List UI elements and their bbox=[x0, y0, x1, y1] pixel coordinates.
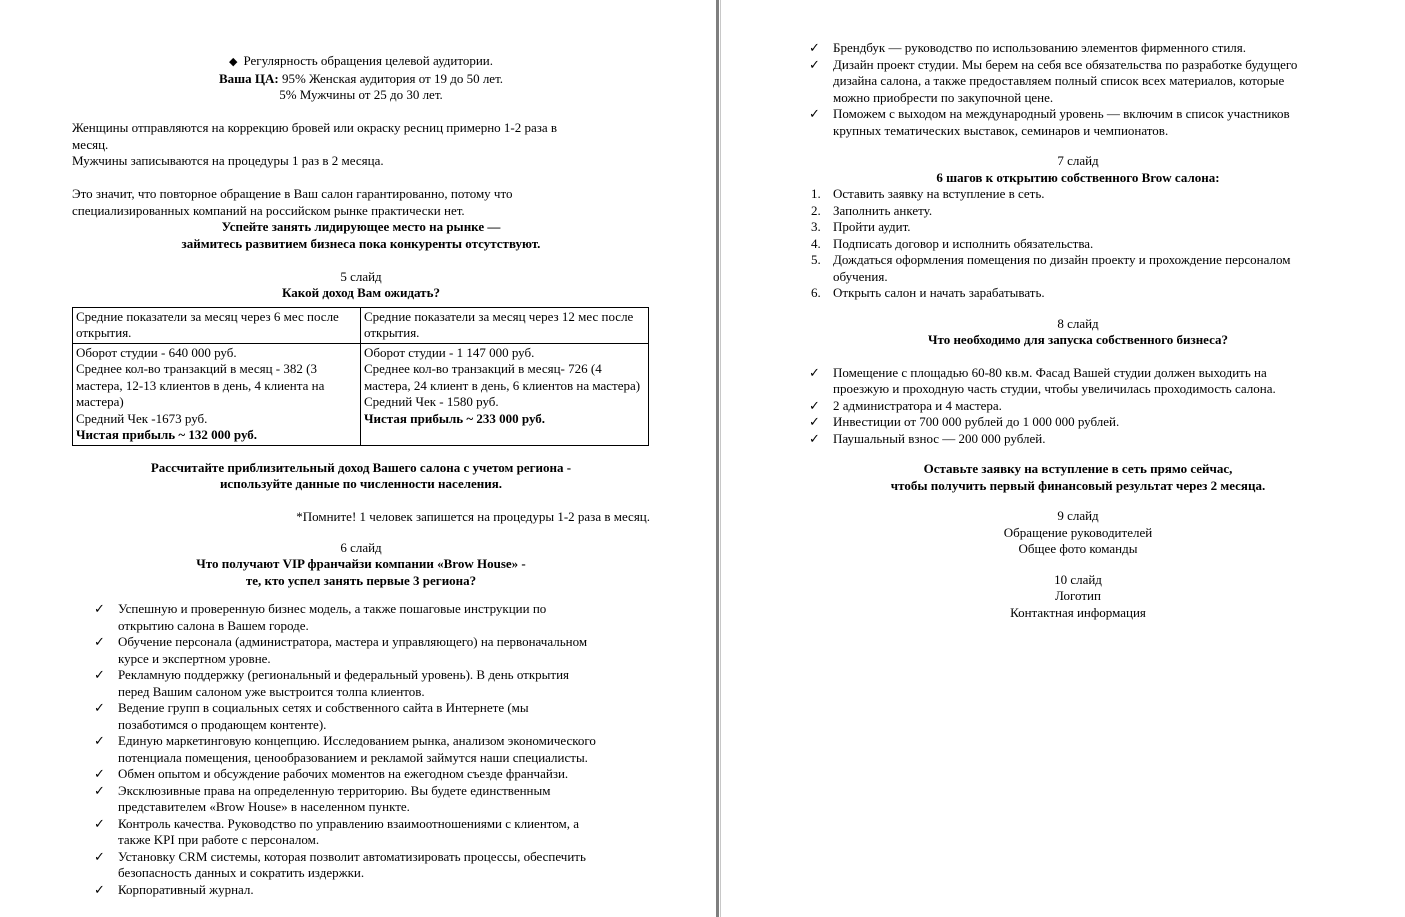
slide6-number: 6 слайд bbox=[340, 539, 382, 555]
slide5-number: 5 слайд bbox=[340, 268, 382, 284]
list-item bbox=[94, 816, 650, 849]
women-text-2: месяц. bbox=[72, 136, 109, 152]
continued-benefits-list bbox=[809, 40, 1347, 139]
table-cell-12-months: Оборот студии - 1 147 000 руб. Среднее кол-во транзакций в месяц- 726 (4 мастера, 24 клиент в день, 6 клиентов на мастера) Средний Чек - 1580 руб. Чистая прибыль ~ 233 000 руб. bbox=[361, 343, 649, 445]
checkmark-icon: ✓ bbox=[94, 815, 105, 831]
checkmark-icon: ✓ bbox=[809, 364, 820, 380]
women-text-1: Женщины отправляются на коррекцию бровей или окраску ресниц примерно 1-2 раза в bbox=[72, 120, 558, 135]
list-item-text: Инвестиции от 700 000 рублей до 1 000 000 рублей. bbox=[833, 414, 1120, 429]
step-number: 1. bbox=[811, 186, 821, 201]
note: *Помните! 1 человек запишется на процедуры 1-2 раза в месяц. bbox=[296, 509, 650, 524]
list-item-text: Обмен опытом и обсуждение рабочих моментов на ежегодном съезде франчайзи. bbox=[118, 766, 569, 781]
list-item-text: Единую маркетинговую концепцию. Исследованием рынка, анализом экономического bbox=[118, 733, 596, 748]
audience-heading: ◆ Регулярность обращения целевой аудитории. bbox=[228, 53, 494, 68]
checkmark-icon: ✓ bbox=[94, 667, 105, 682]
list-item-text: потенциала помещения, ценообразованием и рекламой займутся наши специалисты. bbox=[118, 749, 588, 765]
step-item bbox=[809, 203, 1347, 220]
list-item-text: безопасность данных и сократить издержки. bbox=[118, 865, 365, 880]
list-item bbox=[809, 414, 1347, 431]
step-number: 5. bbox=[811, 252, 821, 267]
final-cta-2: чтобы получить первый финансовый результат через 2 месяца. bbox=[890, 477, 1266, 493]
cta-line-2: займитесь развитием бизнеса пока конкуренты отсутствуют. bbox=[181, 235, 541, 251]
slide10-line-1: Логотип bbox=[1055, 588, 1101, 603]
table-header-6-months: Средние показатели за месяц через 6 мес после открытия. bbox=[73, 307, 361, 343]
slide6-title-1: Что получают VIP франчайзи компании «Brow House» - bbox=[196, 556, 526, 571]
slide10-line-2: Контактная информация bbox=[1010, 604, 1146, 620]
checkmark-icon: ✓ bbox=[94, 601, 105, 616]
list-item-text: Установку CRM системы, которая позволит автоматизировать процессы, обеспечить bbox=[118, 848, 586, 864]
slide10-number: 10 слайд bbox=[1054, 571, 1102, 587]
checkmark-icon: ✓ bbox=[94, 848, 105, 864]
diamond-bullet-icon: ◆ bbox=[228, 56, 238, 68]
checkmark-icon: ✓ bbox=[94, 700, 105, 715]
slide9-line-2: Общее фото команды bbox=[1018, 541, 1138, 556]
list-item-text: перед Вашим салоном уже выстроится толпа клиентов. bbox=[118, 683, 425, 699]
list-item-text: 2 администратора и 4 мастера. bbox=[833, 397, 1002, 413]
step-number: 2. bbox=[811, 202, 821, 218]
list-item-text: Обучение персонала (администратора, мастера и управляющего) на первоначальном bbox=[118, 634, 588, 649]
list-item bbox=[94, 766, 650, 783]
slide7-title: 6 шагов к открытию собственного Brow салона: bbox=[936, 169, 1220, 185]
final-cta-1: Оставьте заявку на вступление в сеть прямо сейчас, bbox=[923, 461, 1233, 476]
step-number: 3. bbox=[811, 219, 821, 234]
step-text: Дождаться оформления помещения по дизайн проекту и прохождение персоналом bbox=[833, 252, 1291, 267]
list-item-text: можно приобрести по закупочной цене. bbox=[833, 89, 1054, 105]
list-item-text: курсе и экспертном уровне. bbox=[118, 650, 271, 666]
page-divider-shadow bbox=[720, 0, 721, 917]
list-item bbox=[94, 634, 650, 667]
step-number: 4. bbox=[811, 235, 821, 251]
list-item-text: открытию салона в Вашем городе. bbox=[118, 617, 309, 633]
list-item bbox=[94, 733, 650, 766]
list-item-text: Дизайн проект студии. Мы берем на себя все обязательства по разработке будущего bbox=[833, 56, 1298, 72]
table-row bbox=[73, 307, 649, 343]
table-row bbox=[73, 343, 649, 445]
step-text: Заполнить анкету. bbox=[833, 202, 933, 218]
list-item-text: Контроль качества. Руководство по управлению взаимоотношениями с клиентом, а bbox=[118, 815, 580, 831]
list-item-text: Успешную и проверенную бизнес модель, а также пошаговые инструкции по bbox=[118, 601, 547, 616]
checkmark-icon: ✓ bbox=[809, 397, 820, 413]
audience-women: Ваша ЦА: 95% Женская аудитория от 19 до 50 лет. bbox=[218, 70, 504, 86]
steps-list bbox=[809, 186, 1347, 302]
list-item-text: позаботимся о продающем контенте). bbox=[118, 716, 327, 732]
checkmark-icon: ✓ bbox=[809, 106, 820, 121]
slide8-title: Что необходимо для запуска собственного бизнеса? bbox=[927, 332, 1229, 347]
step-text: Оставить заявку на вступление в сеть. bbox=[833, 186, 1045, 201]
slide9-line-1: Обращение руководителей bbox=[1003, 524, 1153, 540]
list-item bbox=[94, 882, 650, 899]
vip-benefits-list bbox=[94, 601, 650, 898]
guarantee-2: специализированных компаний на российском рынке практически нет. bbox=[72, 202, 465, 218]
checkmark-icon: ✓ bbox=[809, 414, 820, 429]
list-item-text: Помещение с площадью 60-80 кв.м. Фасад Вашей студии должен выходить на bbox=[833, 364, 1267, 380]
checkmark-icon: ✓ bbox=[94, 733, 105, 748]
list-item bbox=[809, 398, 1347, 415]
checkmark-icon: ✓ bbox=[809, 430, 820, 446]
list-item-text: также KPI при работе с персоналом. bbox=[118, 832, 320, 847]
table-cell-6-months: Оборот студии - 640 000 руб. Среднее кол-во транзакций в месяц - 382 (3 мастера, 12-13 клиентов в день, 4 клиента на мастера) Средний Чек -1673 руб. Чистая прибыль ~ 132 000 руб. bbox=[73, 343, 361, 445]
list-item-text: крупных тематических выставок, семинаров и чемпионатов. bbox=[833, 122, 1169, 138]
audience-men: 5% Мужчины от 25 до 30 лет. bbox=[279, 87, 443, 102]
step-item bbox=[809, 219, 1347, 236]
checkmark-icon: ✓ bbox=[94, 782, 105, 798]
right-page bbox=[809, 0, 1347, 621]
list-item bbox=[809, 431, 1347, 448]
list-item bbox=[809, 57, 1347, 107]
list-item-text: Поможем с выходом на международный уровень — включим в список участников bbox=[833, 106, 1290, 121]
men-text: Мужчины записываются на процедуры 1 раз в 2 месяца. bbox=[72, 153, 384, 168]
calc-line-1: Рассчитайте приблизительный доход Вашего салона с учетом региона - bbox=[150, 459, 572, 475]
step-number: 6. bbox=[811, 285, 821, 300]
checkmark-icon: ✓ bbox=[94, 881, 105, 897]
slide6-title-2: те, кто успел занять первые 3 региона? bbox=[245, 572, 477, 588]
income-table bbox=[72, 307, 649, 446]
list-item bbox=[809, 106, 1347, 139]
step-item bbox=[809, 236, 1347, 253]
list-item-text: Паушальный взнос — 200 000 рублей. bbox=[833, 430, 1046, 446]
requirements-list bbox=[809, 365, 1347, 448]
list-item-text: Брендбук — руководство по использованию элементов фирменного стиля. bbox=[833, 40, 1247, 55]
page-divider bbox=[716, 0, 719, 917]
list-item bbox=[94, 849, 650, 882]
list-item bbox=[94, 601, 650, 634]
list-item-text: Ведение групп в социальных сетях и собственного сайта в Интернете (мы bbox=[118, 700, 529, 715]
list-item bbox=[94, 667, 650, 700]
list-item-text: проезжую и проходную часть студии, чтобы увеличилась проходимость салона. bbox=[833, 381, 1276, 396]
cta-line-1: Успейте занять лидирующее место на рынке — bbox=[221, 219, 501, 234]
list-item-text: дизайна салона, а также предоставляем полный список всех материалов, которые bbox=[833, 73, 1285, 88]
slide5-title: Какой доход Вам ожидать? bbox=[282, 285, 440, 300]
step-text: обучения. bbox=[833, 268, 888, 284]
step-text: Подписать договор и исполнить обязательства. bbox=[833, 235, 1094, 251]
step-text: Открыть салон и начать зарабатывать. bbox=[833, 285, 1045, 300]
list-item-text: представителем «Brow House» в населенном пункте. bbox=[118, 799, 410, 814]
table-header-12-months: Средние показатели за месяц через 12 мес после открытия. bbox=[361, 307, 649, 343]
list-item bbox=[809, 40, 1347, 57]
list-item bbox=[809, 365, 1347, 398]
step-text: Пройти аудит. bbox=[833, 219, 911, 234]
slide7-number: 7 слайд bbox=[1057, 153, 1099, 168]
list-item-text: Рекламную поддержку (региональный и федеральный уровень). В день открытия bbox=[118, 667, 570, 682]
list-item bbox=[94, 700, 650, 733]
checkmark-icon: ✓ bbox=[94, 766, 105, 781]
step-item bbox=[809, 285, 1347, 302]
slide9-number: 9 слайд bbox=[1057, 508, 1099, 523]
list-item-text: Эксклюзивные права на определенную территорию. Вы будете единственным bbox=[118, 782, 551, 798]
step-item bbox=[809, 186, 1347, 203]
guarantee-1: Это значит, что повторное обращение в Ваш салон гарантированно, потому что bbox=[72, 186, 513, 201]
list-item bbox=[94, 783, 650, 816]
left-page bbox=[72, 0, 650, 898]
calc-line-2: используйте данные по численности населения. bbox=[219, 476, 503, 491]
checkmark-icon: ✓ bbox=[94, 634, 105, 649]
checkmark-icon: ✓ bbox=[809, 56, 820, 72]
checkmark-icon: ✓ bbox=[809, 40, 820, 55]
slide8-number: 8 слайд bbox=[1057, 315, 1099, 331]
list-item-text: Корпоративный журнал. bbox=[118, 881, 254, 897]
step-item bbox=[809, 252, 1347, 285]
